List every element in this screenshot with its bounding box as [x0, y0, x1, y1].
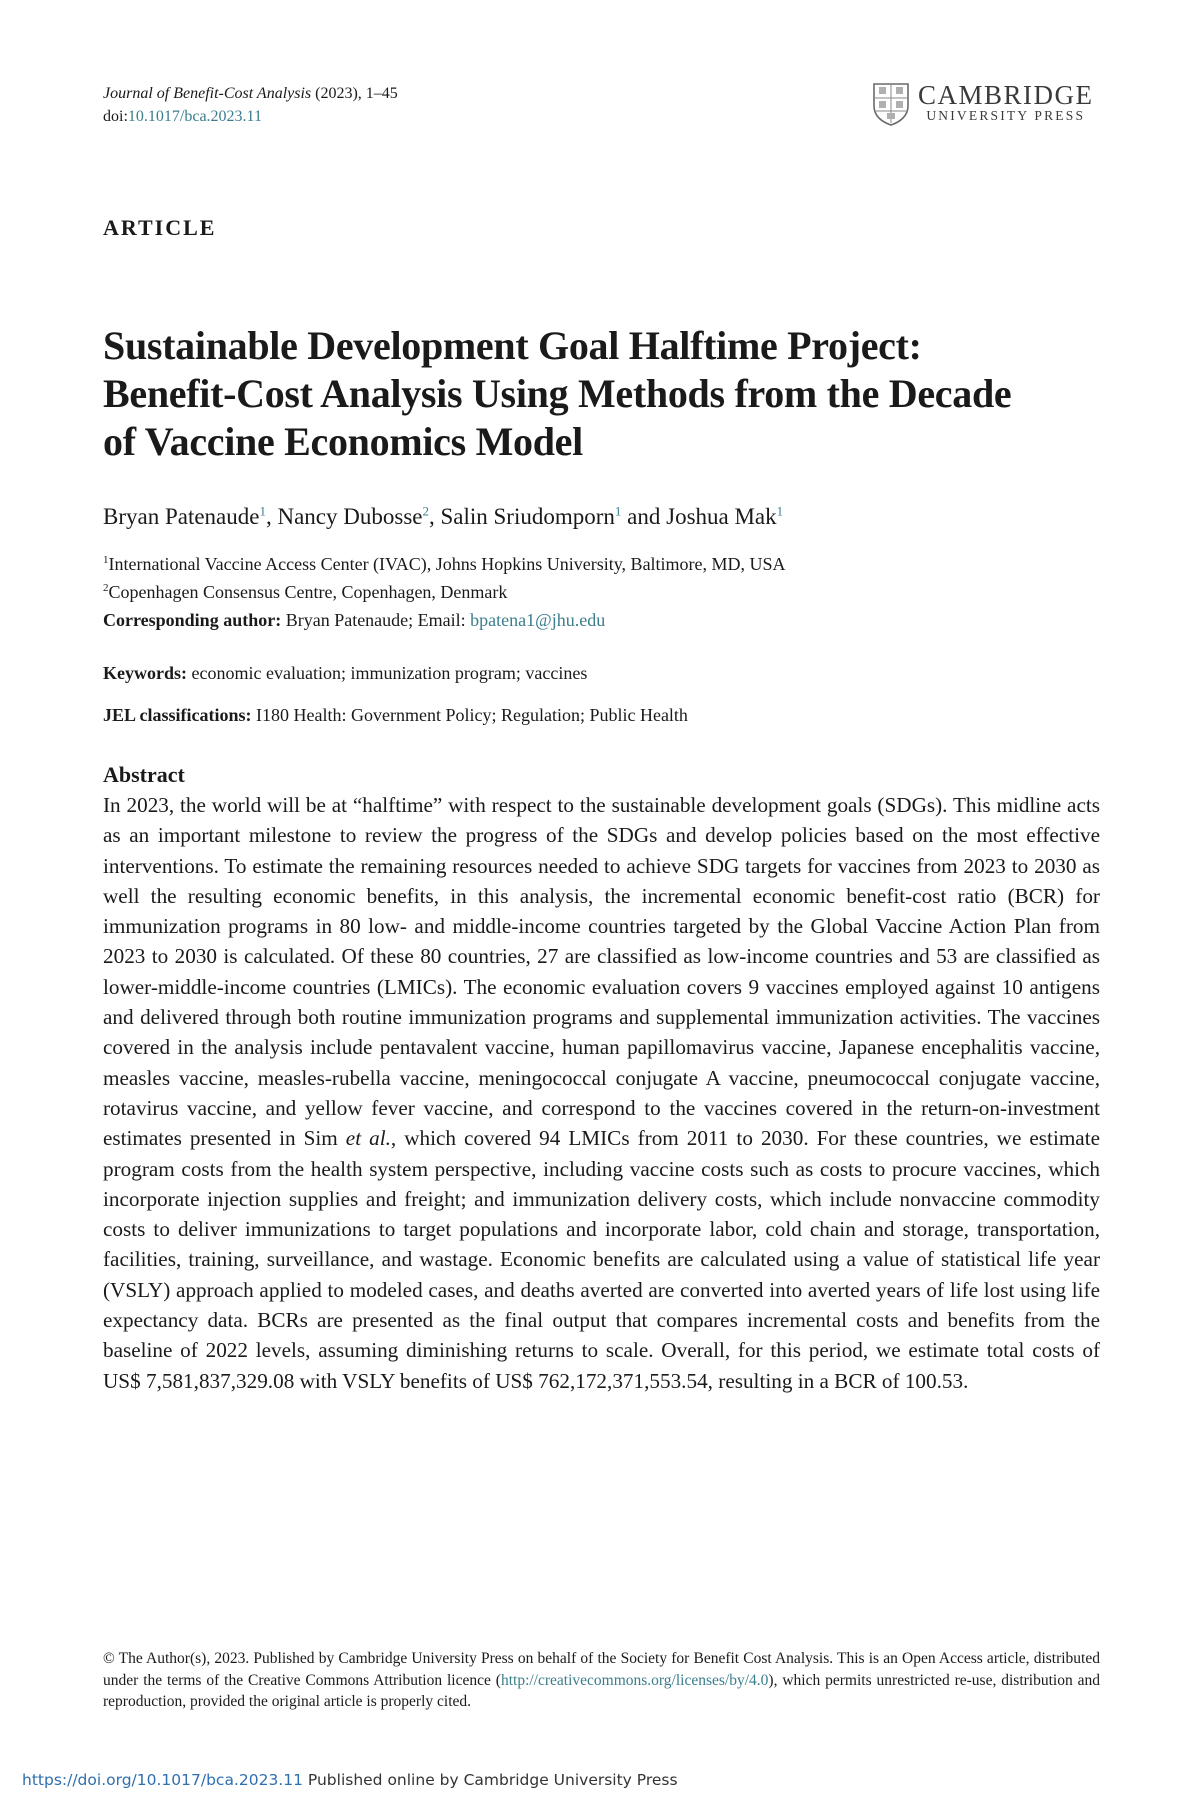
license-text: © The Author(s), 2023. Published by Cambridge University Press on behalf of the Society for Benefit Cost Analysis. This is an Open Access article, distributed under the terms of the Creative Commons Attribution licence ( — [103, 1650, 1100, 1689]
corresponding-label: Corresponding author: — [103, 610, 282, 630]
keywords-label: Keywords: — [103, 663, 187, 683]
abstract-text: , which covered 94 LMICs from 2011 to 2030. For these countries, we estimate program costs from the health system perspective, including vaccine costs such as costs to procure vaccines, which incorporate injection supplies and freight; and immunization delivery costs, which include nonvaccine commodity costs to deliver immunizations to target populations and incorporate labor, cold chain and storage, transportation, facilities, training, surveillance, and wastage. Economic benefits are calculated using a value of statistical life year (VSLY) approach applied to modeled cases, and deaths averted are converted into averted years of life lost using life expectancy data. BCRs are presented as the final output that compares incremental costs and benefits from the baseline of 2022 levels, assuming diminishing returns to scale. Overall, for this period, we estimate total costs of US$ 7,581,837,329.08 with VSLY benefits of US$ 762,172,371,553.54, resulting in a BCR of 100.53. — [103, 1126, 1101, 1393]
author-name: Joshua Mak — [666, 504, 777, 529]
author-name: Bryan Patenaude — [103, 504, 260, 529]
affiliation-item — [103, 550, 786, 578]
doi-link[interactable]: 10.1017/bca.2023.11 — [127, 108, 262, 125]
journal-header — [103, 82, 398, 128]
affiliation-number: 2 — [103, 582, 109, 594]
doi-line — [103, 105, 398, 128]
logo-name: CAMBRIDGE — [918, 80, 1094, 110]
affiliation-number: 1 — [103, 554, 109, 566]
page-footer — [22, 1771, 678, 1789]
journal-meta: (2023), 1–45 — [311, 85, 398, 102]
affiliation-ref[interactable]: 2 — [422, 503, 429, 519]
doi-prefix: doi: — [103, 108, 128, 125]
email-link[interactable]: bpatena1@jhu.edu — [470, 610, 606, 630]
affiliation-ref[interactable]: 1 — [776, 503, 784, 519]
author-list — [103, 502, 783, 532]
affiliation-item — [103, 578, 786, 606]
license-link[interactable]: http://creativecommons.org/licenses/by/4.0 — [500, 1671, 769, 1689]
license-text: ), which permits unrestricted re-use, distribution and reproduction, provided the original article is properly cited. — [103, 1671, 1101, 1710]
abstract-etal: et al. — [345, 1126, 391, 1151]
title-line: Sustainable Development Goal Halftime Project: — [103, 323, 922, 368]
jel-classifications — [103, 702, 688, 728]
abstract-text: In 2023, the world will be at “halftime” with respect to the sustainable development goals (SDGs). This midline acts as an important milestone to review the progress of the SDGs and develop policies based on the most effective interventions. To estimate the remaining resources needed to achieve SDG targets for vaccines from 2023 to 2030 as well the resulting economic benefits, in this analysis, the incremental economic benefit-cost ratio (BCR) for immunization programs in 80 low- and middle-income countries targeted by the Global Vaccine Action Plan from 2023 to 2030 is calculated. Of these 80 countries, 27 are classified as low-income countries and 53 are classified as lower-middle-income countries (LMICs). The economic evaluation covers 9 vaccines employed against 10 antigens and delivered through both routine immunization programs and supplemental immunization activities. The vaccines covered in the analysis include pentavalent vaccine, human papillomavirus vaccine, Japanese encephalitis vaccine, measles vaccine, measles-rubella vaccine, meningococcal conjugate A vaccine, pneumococcal conjugate vaccine, rotavirus vaccine, and yellow fever vaccine, and correspond to the vaccines covered in the return-on-investment estimates presented in Sim — [103, 793, 1100, 1151]
author-separator: , — [265, 504, 278, 529]
publisher-logo — [872, 82, 1094, 126]
author-name: Salin Sriudomporn — [440, 504, 615, 529]
jel-label: JEL classifications: — [103, 705, 252, 725]
logo-subtitle: UNIVERSITY PRESS — [926, 108, 1086, 123]
abstract-heading: Abstract — [103, 762, 185, 787]
affiliation-ref[interactable]: 1 — [614, 503, 622, 519]
jel-text: I180 Health: Government Policy; Regulation; Public Health — [251, 705, 688, 725]
author-name: Nancy Dubosse — [277, 504, 423, 529]
author-separator: , — [428, 504, 441, 529]
footer-doi-link[interactable]: https://doi.org/10.1017/bca.2023.11 — [22, 1771, 303, 1789]
logo-wordmark — [918, 82, 1094, 124]
affiliations — [103, 550, 786, 634]
title-line: of Vaccine Economics Model — [103, 419, 583, 464]
corresponding-author — [103, 606, 786, 634]
journal-citation — [103, 82, 398, 105]
journal-name: Journal of Benefit-Cost Analysis — [103, 85, 312, 102]
abstract-body — [103, 790, 1100, 1396]
keywords-text: economic evaluation; immunization program; vaccines — [187, 663, 588, 683]
corresponding-text: Bryan Patenaude; Email: — [281, 610, 471, 630]
keywords — [103, 660, 587, 686]
paper-title — [103, 322, 1103, 466]
footer-text: Published online by Cambridge University Press — [302, 1771, 678, 1789]
author-separator: and — [621, 504, 667, 529]
affiliation-ref[interactable]: 1 — [259, 503, 266, 519]
affiliation-text: Copenhagen Consensus Centre, Copenhagen, Denmark — [108, 582, 508, 602]
article-type: ARTICLE — [103, 215, 217, 240]
title-line: Benefit-Cost Analysis Using Methods from the Decade — [103, 371, 1012, 416]
license-notice — [103, 1648, 1100, 1713]
cambridge-shield-icon — [872, 82, 910, 126]
affiliation-text: International Vaccine Access Center (IVAC), Johns Hopkins University, Baltimore, MD, USA — [108, 554, 786, 574]
